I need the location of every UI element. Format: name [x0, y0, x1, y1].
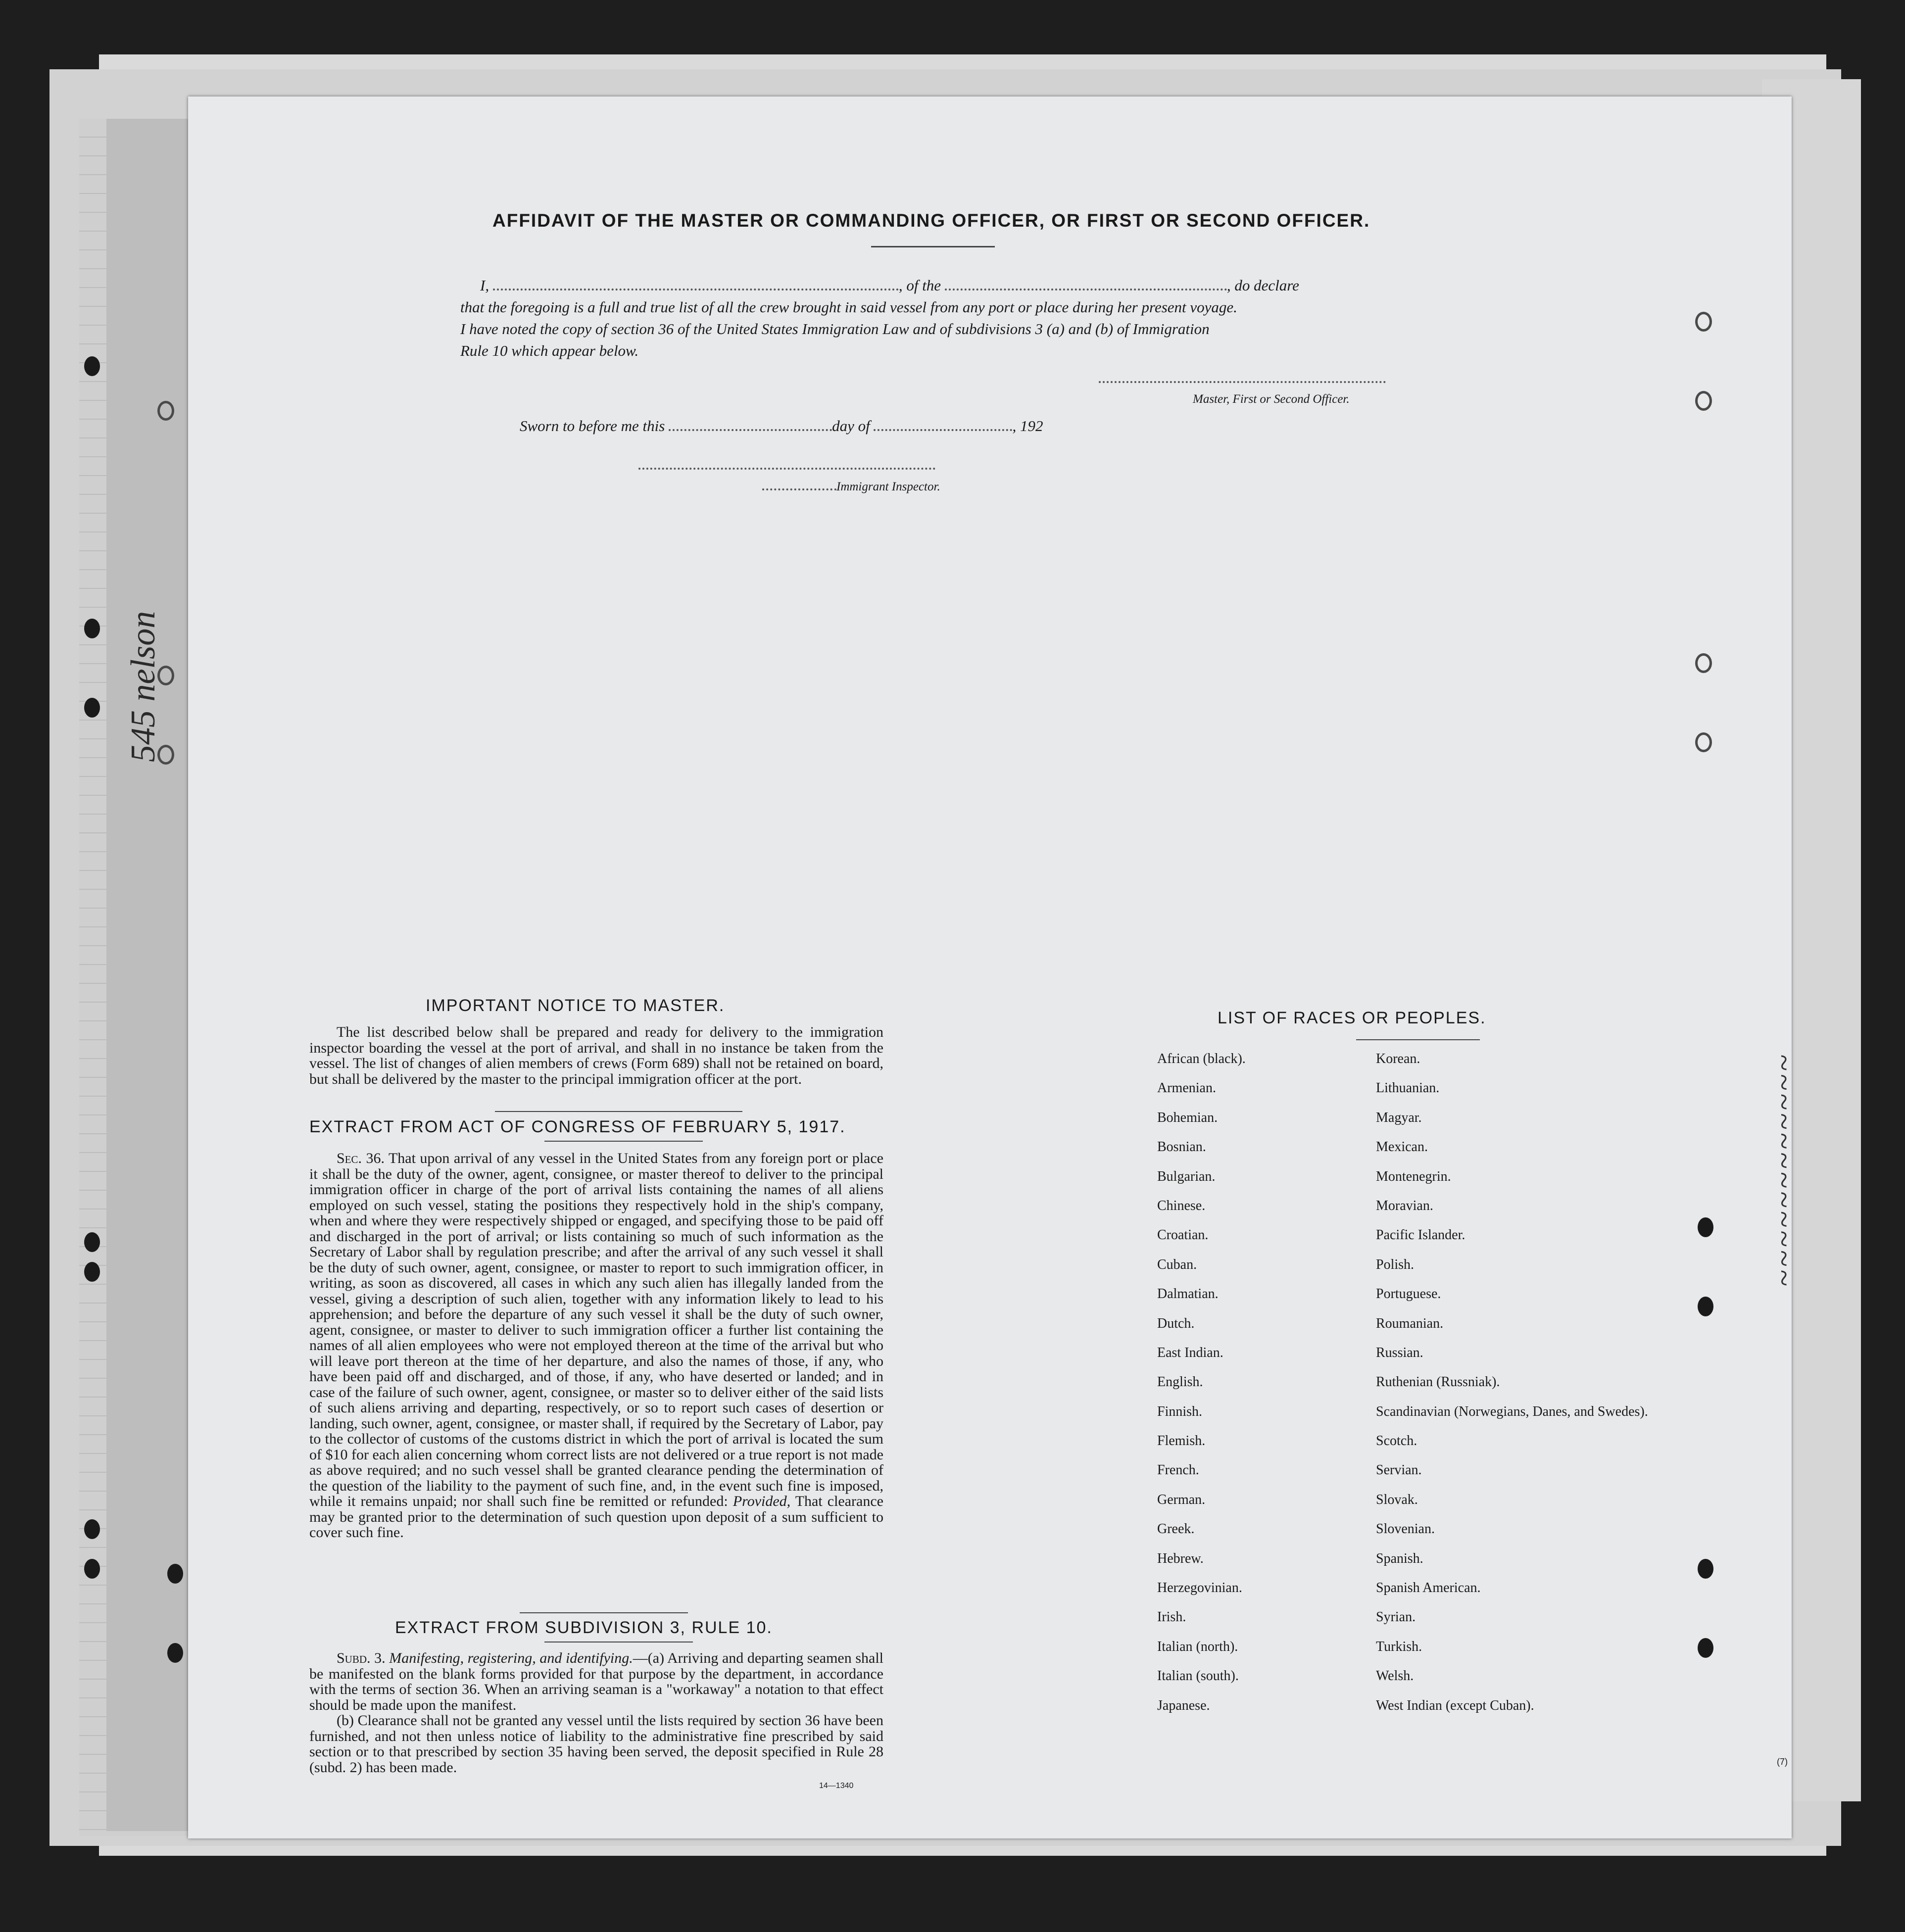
race-item: Welsh.	[1376, 1668, 1414, 1684]
race-item: Scotch.	[1376, 1433, 1417, 1449]
race-item: Greek.	[1157, 1521, 1195, 1537]
race-item: Flemish.	[1157, 1433, 1206, 1449]
race-item: Bosnian.	[1157, 1139, 1206, 1155]
divider	[544, 1141, 703, 1142]
signature-label: Master, First or Second Officer.	[1193, 392, 1350, 406]
right-margin-scribble: ~~~~~~~~~~~~	[1767, 1052, 1801, 1287]
inspector-name-dots	[762, 488, 836, 490]
race-item: Croatian.	[1157, 1227, 1209, 1243]
notice-text	[309, 1024, 883, 1087]
inspector-label-text: Immigrant Inspector.	[836, 480, 940, 493]
subd-heading: Manifesting, registering, and identifying.	[389, 1650, 633, 1666]
declarant-name-field[interactable]	[493, 289, 899, 290]
race-item: Dutch.	[1157, 1315, 1195, 1331]
punch-hole	[1698, 1638, 1713, 1658]
notice-paragraph: The list described below shall be prepared and ready for delivery to the immigration inspector boarding the vessel at the port of arrival, and shall in no instance be taken from the vessel. The list of changes of alien members of crews (Form 689) shall not be retained on board, but shall be delivered by the master to the principal immigration officer at the port.	[309, 1024, 883, 1087]
subd-para-a-text: —(a) Arriving and departing seamen shall be manifested on the blank forms provided for that purpose by the department, in accordance with the terms of section 36. When an arriving seaman is a "workaway" a notation to that effect should be made upon the manifest.	[309, 1650, 883, 1713]
race-item: French.	[1157, 1462, 1199, 1478]
of-the-label: , of the	[898, 277, 941, 294]
punch-hole	[1695, 312, 1712, 332]
race-item: Ruthenian (Russniak).	[1376, 1374, 1500, 1390]
punch-hole	[1695, 391, 1712, 411]
extract-act-title: EXTRACT FROM ACT OF CONGRESS OF FEBRUARY 5, 1917.	[309, 1117, 846, 1136]
sworn-statement	[520, 417, 1043, 435]
punch-hole	[84, 1519, 100, 1539]
punch-hole	[84, 1559, 100, 1579]
section-36-paragraph	[309, 1151, 883, 1541]
punch-hole	[157, 401, 174, 421]
sworn-day-field[interactable]	[669, 429, 832, 431]
race-item: Mexican.	[1376, 1139, 1428, 1155]
declaration-line-3: I have noted the copy of section 36 of the United States Immigration Law and of subdivisions 3 (a) and (b) of Immigration	[460, 320, 1210, 338]
race-item: Scandinavian (Norwegians, Danes, and Swedes).	[1376, 1403, 1648, 1419]
race-item: Spanish.	[1376, 1550, 1423, 1566]
declaration-line-2: that the foregoing is a full and true list of all the crew brought in said vessel from any port or place during her present voyage.	[460, 298, 1237, 316]
punch-hole	[84, 1262, 100, 1282]
race-item: Italian (north).	[1157, 1639, 1238, 1654]
year-label: , 192	[1012, 417, 1043, 435]
race-item: African (black).	[1157, 1051, 1246, 1066]
punch-hole	[167, 1643, 183, 1663]
punch-hole	[1698, 1217, 1713, 1237]
race-item: Slovak.	[1376, 1492, 1418, 1507]
section-36-text	[309, 1151, 883, 1541]
race-item: Japanese.	[1157, 1697, 1210, 1713]
race-item: Moravian.	[1376, 1198, 1433, 1213]
race-item: Hebrew.	[1157, 1550, 1204, 1566]
race-item: Armenian.	[1157, 1080, 1216, 1096]
subd-label: Subd. 3.	[337, 1650, 386, 1666]
race-item: Roumanian.	[1376, 1315, 1444, 1331]
race-item: Montenegrin.	[1376, 1168, 1451, 1184]
subdivision-para-b: (b) Clearance shall not be granted any vessel until the lists required by section 36 have been furnished, and not then unless notice of liability to the administrative fine prescribed by said section or to that prescribed by section 35 having been served, the deposit specified in Rule 28 (subd. 2) has been made.	[309, 1712, 883, 1776]
race-item: Cuban.	[1157, 1256, 1197, 1272]
punch-hole	[1695, 732, 1712, 752]
section-label: Sec. 36.	[337, 1150, 385, 1166]
race-item: Lithuanian.	[1376, 1080, 1440, 1096]
race-item: Portuguese.	[1376, 1286, 1441, 1302]
affidavit-title: AFFIDAVIT OF THE MASTER OR COMMANDING OFFICER, OR FIRST OR SECOND OFFICER.	[492, 210, 1370, 231]
race-item: Magyar.	[1376, 1110, 1422, 1125]
race-item: Syrian.	[1376, 1609, 1416, 1625]
form-number: 14—1340	[819, 1782, 854, 1790]
race-item: Turkish.	[1376, 1639, 1422, 1654]
punch-hole	[1698, 1559, 1713, 1579]
races-column-1	[1157, 1052, 1355, 1728]
punch-hole	[84, 1232, 100, 1252]
race-item: Herzegovinian.	[1157, 1580, 1242, 1596]
vessel-name-field[interactable]	[945, 289, 1227, 290]
race-item: Bohemian.	[1157, 1110, 1218, 1125]
race-item: Dalmatian.	[1157, 1286, 1219, 1302]
divider	[495, 1111, 742, 1112]
sworn-month-field[interactable]	[874, 429, 1012, 431]
page-tag: (7)	[1777, 1757, 1788, 1767]
race-item: East Indian.	[1157, 1345, 1223, 1360]
races-title: LIST OF RACES OR PEOPLES.	[1218, 1009, 1486, 1027]
race-item: Finnish.	[1157, 1403, 1203, 1419]
race-item: Irish.	[1157, 1609, 1186, 1625]
race-item: Servian.	[1376, 1462, 1422, 1478]
race-item: Slovenian.	[1376, 1521, 1435, 1537]
race-item: West Indian (except Cuban).	[1376, 1697, 1534, 1713]
subdivision-3-text	[309, 1650, 883, 1775]
sworn-prefix: Sworn to before me this	[520, 417, 665, 435]
race-item: English.	[1157, 1374, 1203, 1390]
divider	[520, 1612, 688, 1613]
punch-hole	[84, 619, 100, 638]
races-column-2	[1376, 1052, 1673, 1728]
race-item: German.	[1157, 1492, 1206, 1507]
punch-hole	[84, 698, 100, 718]
race-item: Spanish American.	[1376, 1580, 1481, 1596]
race-item: Polish.	[1376, 1256, 1415, 1272]
divider	[871, 246, 995, 247]
day-of-label: day of	[832, 417, 870, 435]
notice-title: IMPORTANT NOTICE TO MASTER.	[426, 996, 725, 1015]
race-item: Korean.	[1376, 1051, 1420, 1066]
race-item: Bulgarian.	[1157, 1168, 1216, 1184]
proviso-text: That clearance may be granted prior to the determination of such question upon deposit of a sum sufficient to cover such fine.	[309, 1493, 883, 1541]
do-declare-label: , do declare	[1226, 277, 1299, 294]
punch-hole	[1695, 653, 1712, 673]
inspector-label	[762, 480, 940, 494]
affidavit-declaration	[460, 275, 1416, 362]
race-item: Chinese.	[1157, 1198, 1206, 1213]
subdivision-para-a	[309, 1650, 883, 1713]
divider	[1356, 1039, 1480, 1040]
punch-hole	[84, 356, 100, 376]
declaration-line-4: Rule 10 which appear below.	[460, 342, 639, 359]
declarant-prefix: I,	[480, 277, 489, 294]
punch-hole	[1698, 1297, 1713, 1316]
master-signature-field[interactable]	[1099, 381, 1386, 383]
proviso-word: Provided,	[733, 1493, 791, 1509]
race-item: Italian (south).	[1157, 1668, 1239, 1684]
section-36-body: That upon arrival of any vessel in the United States from any foreign port or place it shall be the duty of the owner, agent, consignee, or master thereof to deliver to the principal immigration officer in charge of the port of arrival lists containing the names of all aliens employed on such vessel, stating the positions they respectively hold in the ship's company, when and where they were respectively shipped or engaged, and specifying those to be paid off and discharged in the port of arrival; or lists containing so much of such information as the Secretary of Labor shall by regulation prescribe; and after the arrival of any such vessel it shall be the duty of such owner, agent, consignee, or master to report to such immigration officer, in writing, as soon as discovered, all cases in which any such alien has illegally landed from the vessel, giving a description of such alien, together with any information likely to lead to his apprehension; and before the departure of any such vessel it shall be the duty of such owner, agent, consignee, or master to deliver to such immigration officer a further list containing the names of all alien employees who were not employed thereon at the time of the arrival but who will leave port thereon at the time of her departure, and also the names of those, if any, who have been paid off and discharged, and of those, if any, who have deserted or landed; and in case of the failure of such owner, agent, consignee, or master so to deliver either of the said lists of such aliens arriving and departing, respectively, or so to report such cases of desertion or landing, such owner, agent, consignee, or master shall, if required by the Secretary of Labor, pay to the collector of customs of the customs district in which the port of arrival is located the sum of $10 for each alien concerning whom correct lists are not delivered or a true report is not made as above required; and no such vessel shall be granted clearance pending the determination of the question of the liability to the payment of such fine, and, in the event such fine is imposed, while it remains unpaid; nor shall such fine be remitted or refunded:	[309, 1150, 883, 1509]
handwritten-note: 545 nelson	[124, 611, 162, 762]
extract-rule-title: EXTRACT FROM SUBDIVISION 3, RULE 10.	[395, 1618, 773, 1637]
declaration-line-1	[460, 275, 1416, 296]
race-item: Russian.	[1376, 1345, 1423, 1360]
punch-hole	[167, 1564, 183, 1584]
inspector-signature-field[interactable]	[638, 468, 935, 470]
race-item: Pacific Islander.	[1376, 1227, 1465, 1243]
